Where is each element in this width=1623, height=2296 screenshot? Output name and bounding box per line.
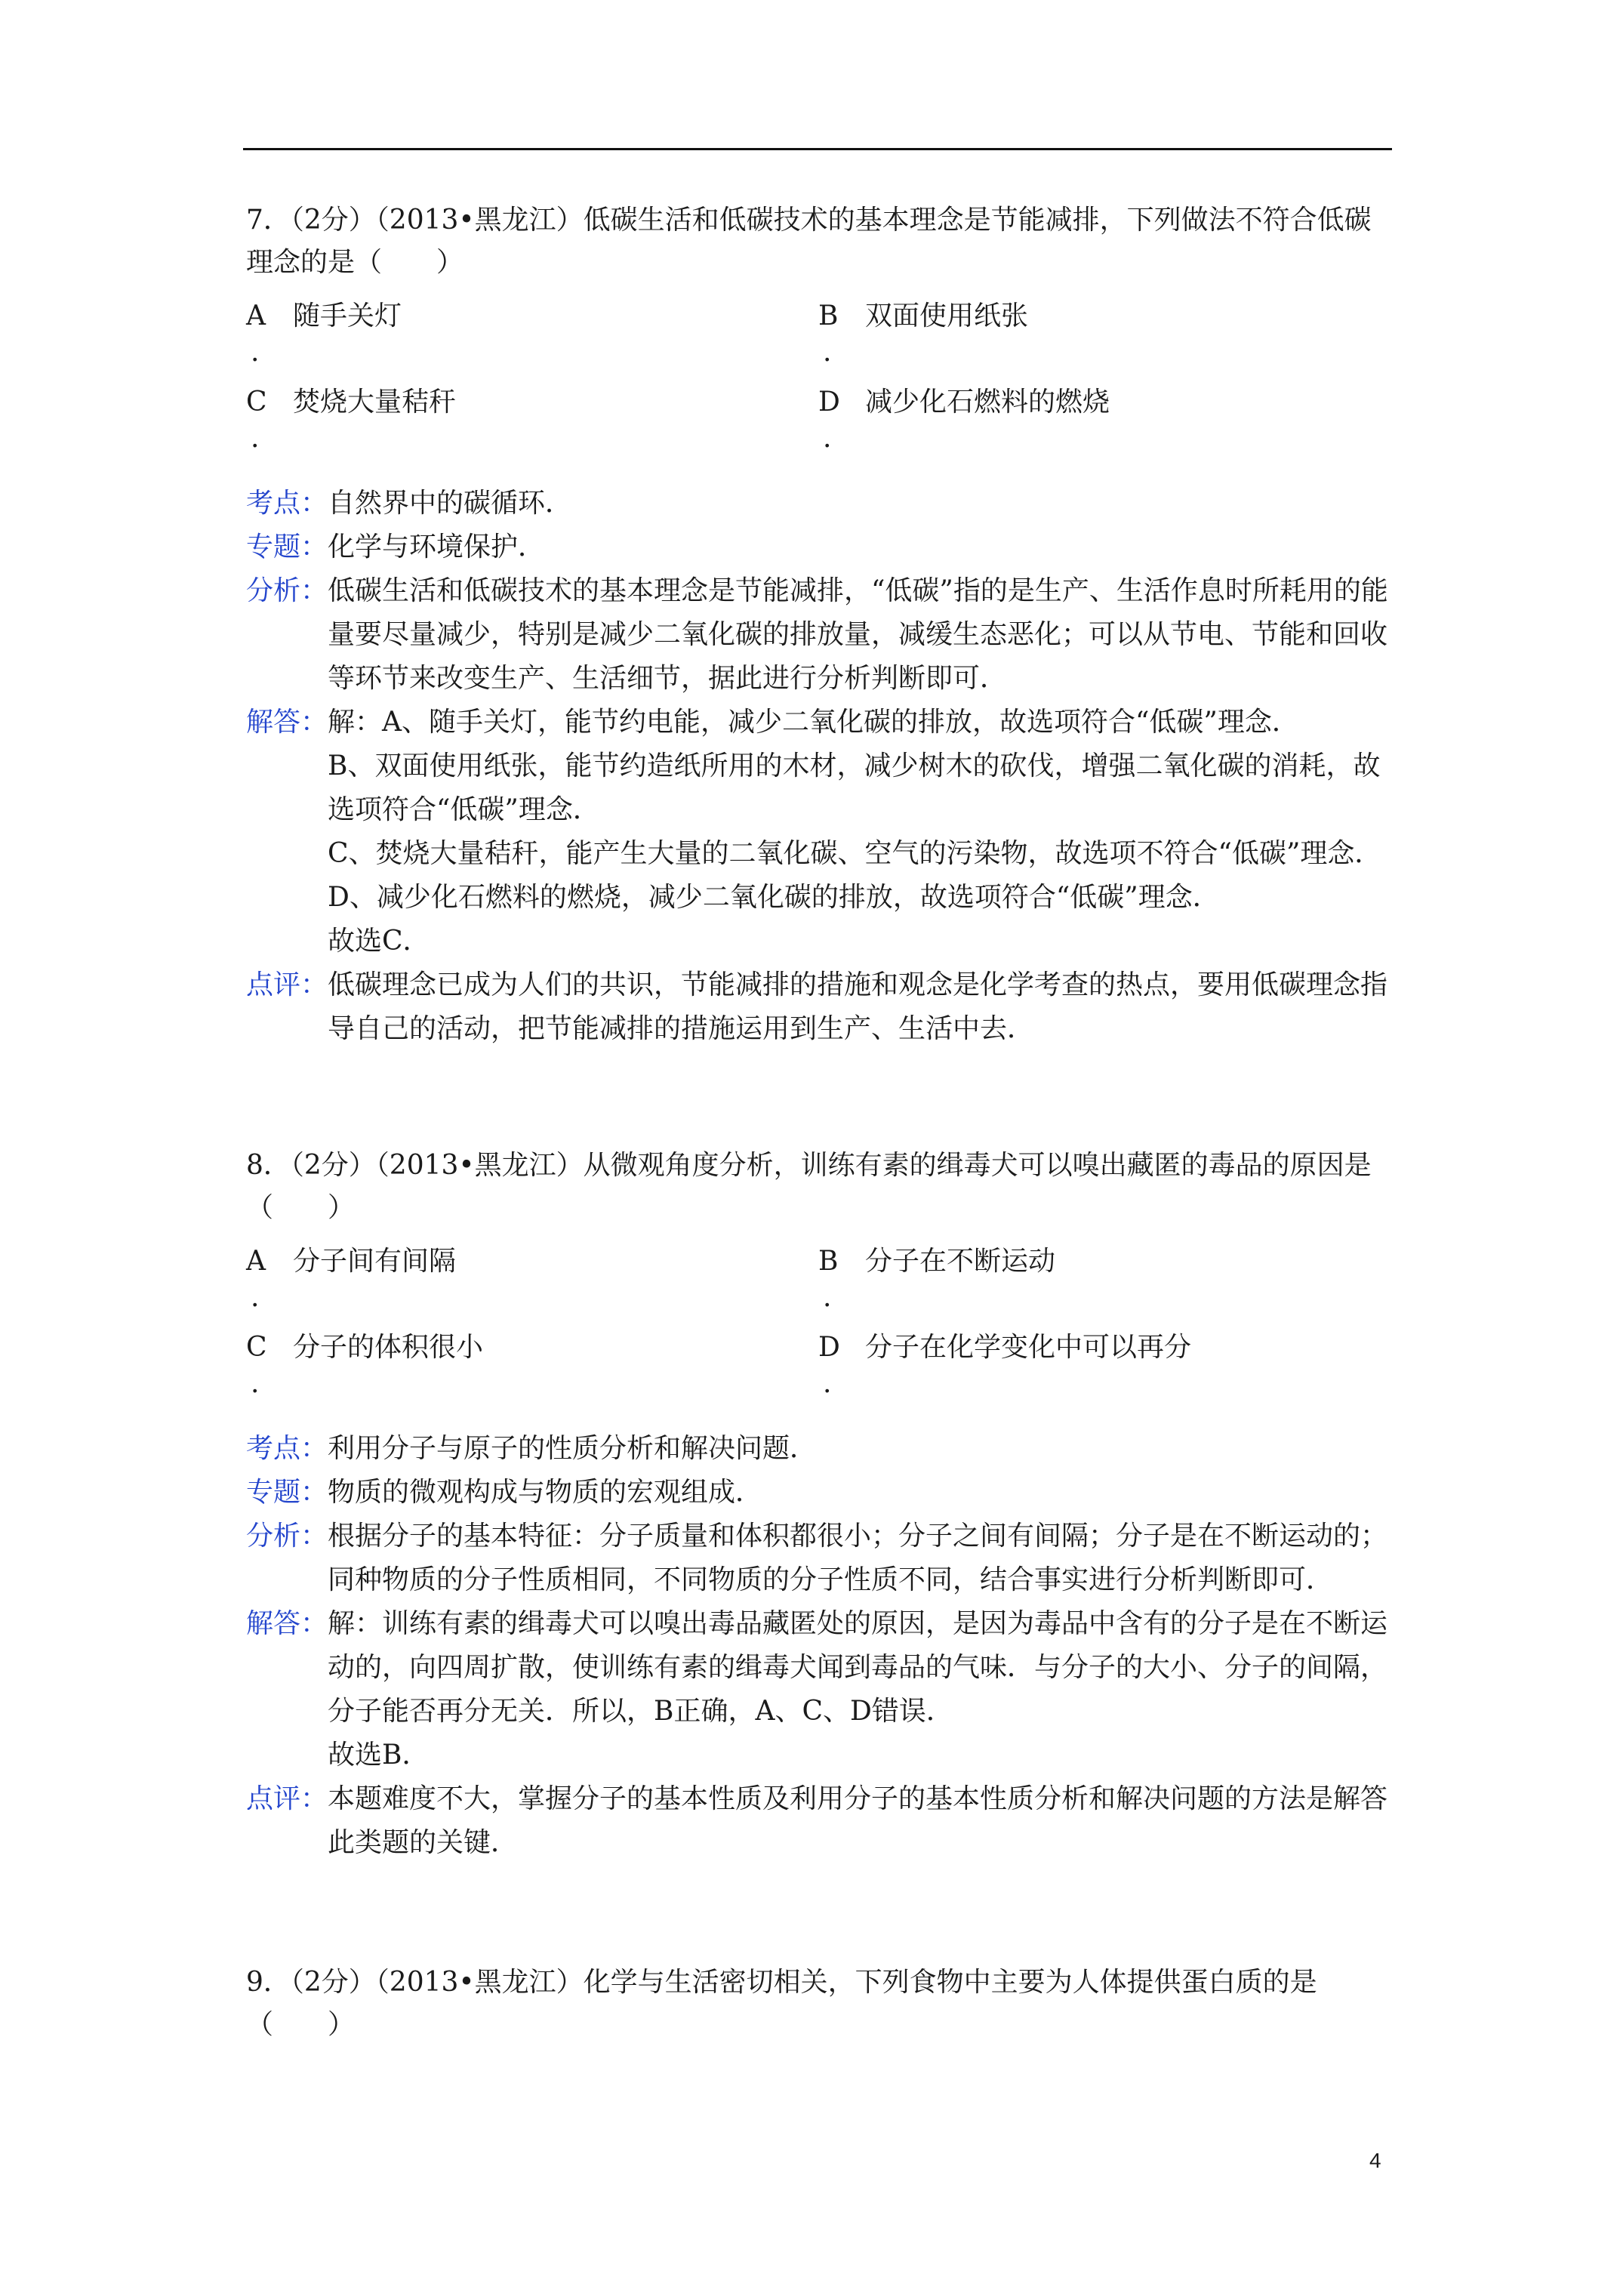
- fenxi-row: [246, 569, 1394, 701]
- option-text: 减少化石燃料的燃烧: [865, 387, 1110, 418]
- option-a: [246, 1244, 775, 1320]
- option-dot: .: [251, 423, 260, 454]
- option-text: 分子的体积很小: [293, 1332, 484, 1363]
- option-b: [818, 299, 1347, 374]
- question-8: [246, 1145, 1394, 1865]
- option-c: [246, 385, 775, 461]
- option-text: 随手关灯: [293, 300, 402, 331]
- option-letter: B: [818, 300, 839, 331]
- option-letter: A: [246, 300, 266, 331]
- kaodian-label: 考点：: [246, 1433, 328, 1464]
- jieda-label: 解答：: [246, 707, 328, 738]
- option-letter: D: [818, 387, 840, 418]
- question-7: [246, 199, 1394, 1051]
- option-c: [246, 1330, 775, 1406]
- jieda-line: 解：训练有素的缉毒犬可以嗅出毒品藏匿处的原因，是因为毒品中含有的分子是在不断运动的，向四周扩散，使训练有素的缉毒犬闻到毒品的气味．与分子的大小、分子的间隔，分子能否再分无关．所以，B正确，A、C、D错误．: [328, 1608, 1388, 1727]
- dianping-text: 低碳理念已成为人们的共识，节能减排的措施和观念是化学考查的热点，要用低碳理念指导自己的活动，把节能减排的措施运用到生产、生活中去．: [328, 969, 1388, 1044]
- option-dot: .: [251, 1368, 260, 1399]
- option-a: [246, 299, 775, 374]
- kaodian-text: 自然界中的碳循环．: [328, 488, 573, 519]
- jieda-line: 解：A、随手关灯，能节约电能，减少二氧化碳的排放，故选项符合“低碳”理念．: [328, 707, 1299, 738]
- zhuanti-label: 专题：: [246, 1477, 328, 1508]
- options-grid: [246, 299, 1394, 467]
- fenxi-label: 分析：: [246, 575, 328, 606]
- jieda-label: 解答：: [246, 1608, 328, 1639]
- analysis: [246, 1427, 1394, 1865]
- option-letter: C: [246, 1332, 267, 1363]
- kaodian-row: [246, 1427, 1394, 1471]
- kaodian-label: 考点：: [246, 488, 328, 519]
- jieda-line: C、焚烧大量秸秆，能产生大量的二氧化碳、空气的污染物，故选项不符合“低碳”理念．: [328, 838, 1382, 869]
- fenxi-text: 根据分子的基本特征：分子质量和体积都很小；分子之间有间隔；分子是在不断运动的；同种物质的分子性质相同，不同物质的分子性质不同，结合事实进行分析判断即可．: [328, 1521, 1388, 1595]
- jieda-line: B、双面使用纸张，能节约造纸所用的木材，减少树木的砍伐，增强二氧化碳的消耗，故选项符合“低碳”理念．: [328, 750, 1381, 825]
- options-grid: [246, 1244, 1394, 1412]
- option-dot: .: [823, 1282, 832, 1313]
- kaodian-text: 利用分子与原子的性质分析和解决问题．: [328, 1433, 818, 1464]
- dianping-row: [246, 1777, 1394, 1865]
- option-b: [818, 1244, 1347, 1320]
- dianping-text: 本题难度不大，掌握分子的基本性质及利用分子的基本性质分析和解决问题的方法是解答此类题的关键．: [328, 1783, 1388, 1858]
- question-stem: 7．（2分）（2013•黑龙江）低碳生活和低碳技术的基本理念是节能减排，下列做法不符合低碳理念的是（ ）: [246, 205, 1372, 278]
- fenxi-label: 分析：: [246, 1521, 328, 1552]
- option-letter: A: [246, 1246, 266, 1277]
- option-dot: .: [251, 337, 260, 368]
- option-letter: B: [818, 1246, 839, 1277]
- analysis: [246, 482, 1394, 1051]
- jieda-row: [246, 1602, 1394, 1777]
- zhuanti-text: 物质的微观构成与物质的宏观组成．: [328, 1477, 763, 1508]
- option-d: [818, 385, 1347, 461]
- kaodian-row: [246, 482, 1394, 525]
- header-rule: [243, 148, 1392, 150]
- option-text: 分子在不断运动: [865, 1246, 1056, 1277]
- option-dot: .: [823, 1368, 832, 1399]
- option-text: 焚烧大量秸秆: [293, 387, 457, 418]
- dianping-label: 点评：: [246, 969, 328, 1000]
- option-dot: .: [823, 423, 832, 454]
- question-9: [246, 1962, 1394, 2046]
- question-stem: 8．（2分）（2013•黑龙江）从微观角度分析，训练有素的缉毒犬可以嗅出藏匿的毒品的原因是（ ）: [246, 1150, 1372, 1223]
- option-text: 分子在化学变化中可以再分: [865, 1332, 1192, 1363]
- jieda-line: D、减少化石燃料的燃烧，减少二氧化碳的排放，故选项符合“低碳”理念．: [328, 882, 1220, 913]
- option-letter: D: [818, 1332, 840, 1363]
- jieda-row: [246, 701, 1394, 963]
- dianping-label: 点评：: [246, 1783, 328, 1814]
- zhuanti-row: [246, 1471, 1394, 1515]
- option-dot: .: [823, 337, 832, 368]
- option-letter: C: [246, 387, 267, 418]
- jieda-line: 故选B．: [328, 1740, 430, 1771]
- option-text: 双面使用纸张: [865, 300, 1029, 331]
- zhuanti-row: [246, 525, 1394, 569]
- option-text: 分子间有间隔: [293, 1246, 457, 1277]
- fenxi-text: 低碳生活和低碳技术的基本理念是节能减排，“低碳”指的是生产、生活作息时所耗用的能量要尽量减少，特别是减少二氧化碳的排放量，减缓生态恶化；可以从节电、节能和回收等环节来改变生产、生活细节，据此进行分析判断即可．: [328, 575, 1388, 694]
- zhuanti-label: 专题：: [246, 532, 328, 562]
- option-d: [818, 1330, 1347, 1406]
- option-dot: .: [251, 1282, 260, 1313]
- page-number: 4: [1369, 2149, 1381, 2172]
- dianping-row: [246, 963, 1394, 1051]
- zhuanti-text: 化学与环境保护．: [328, 532, 546, 562]
- jieda-line: 故选C．: [328, 926, 430, 957]
- question-stem: 9．（2分）（2013•黑龙江）化学与生活密切相关，下列食物中主要为人体提供蛋白质的是（ ）: [246, 1967, 1317, 2040]
- fenxi-row: [246, 1515, 1394, 1602]
